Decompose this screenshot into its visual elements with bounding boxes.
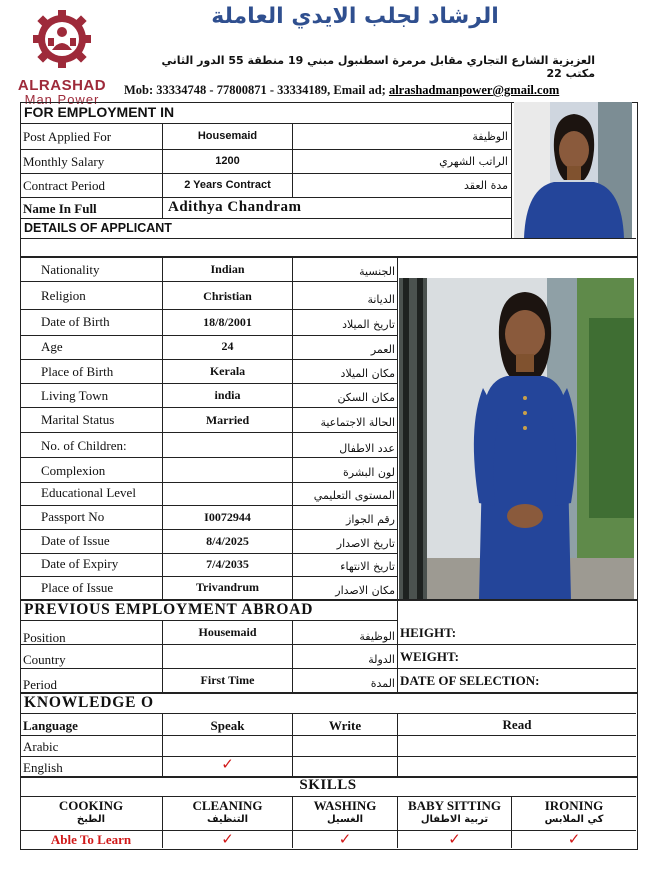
- passport-no-label: Passport No: [41, 509, 105, 524]
- email-label: Email ad;: [333, 83, 386, 97]
- place-of-issue-value: Trivandrum: [195, 580, 260, 594]
- date-of-expiry-label: Date of Expiry: [41, 556, 119, 571]
- employment-section-title: FOR EMPLOYMENT IN: [24, 104, 175, 120]
- monthly-salary-value: 1200: [215, 155, 240, 167]
- applicant-full-photo: [399, 278, 634, 600]
- age-arabic: العمر: [370, 343, 395, 356]
- prev-country-label: Country: [23, 652, 66, 667]
- nationality-label: Nationality: [41, 262, 100, 277]
- skill-washing-check-icon: ✓: [338, 830, 352, 848]
- skill-babysitting-arabic: تربية الاطفال: [420, 814, 489, 825]
- date-of-issue-arabic: تاريخ الاصدار: [336, 537, 395, 550]
- lang-english-label: English: [23, 760, 63, 775]
- passport-no-arabic: رقم الجواز: [346, 513, 395, 526]
- company-address-arabic: العزيزية الشارع التجاري مقابل مرمرة اسطنبول مبني 19 منطقة 55 الدور الثاني مكتب 22: [161, 54, 595, 80]
- post-applied-value: Housemaid: [197, 130, 258, 142]
- nationality-value: Indian: [210, 262, 245, 276]
- date-of-expiry-value: 7/4/2035: [206, 557, 249, 571]
- education-label: Educational Level: [41, 485, 136, 500]
- full-name-value: Adithya Chandram: [168, 199, 302, 215]
- skill-ironing-label: IRONING: [544, 798, 604, 813]
- skills-section-title: SKILLS: [299, 777, 357, 793]
- prev-period-arabic: المدة: [370, 677, 395, 690]
- lang-header-write: Write: [328, 718, 362, 733]
- contract-period-arabic: مدة العقد: [464, 179, 508, 192]
- place-of-birth-value: Kerala: [209, 364, 246, 378]
- skill-cleaning-check-icon: ✓: [221, 830, 234, 848]
- mobile-label: Mob:: [124, 83, 154, 97]
- logo-subtitle: Man Power: [24, 92, 100, 107]
- religion-arabic: الديانة: [367, 293, 395, 306]
- weight-label: WEIGHT:: [400, 649, 459, 664]
- skill-babysitting-check-icon: ✓: [448, 830, 461, 848]
- nationality-arabic: الجنسية: [359, 265, 395, 278]
- height-label: HEIGHT:: [400, 625, 457, 640]
- date-of-selection-label: DATE OF SELECTION:: [400, 673, 540, 688]
- monthly-salary-label: Monthly Salary: [23, 154, 105, 169]
- skill-cooking-label: COOKING: [58, 798, 124, 813]
- contact-line: [124, 83, 654, 98]
- logo-gear-icon: [12, 8, 112, 70]
- applicant-section-title: DETAILS OF APPLICANT: [24, 221, 172, 235]
- applicant-portrait-photo: [514, 102, 632, 238]
- phone-numbers: 33334748 - 77800871 - 33334189,: [156, 83, 331, 97]
- monthly-salary-arabic: الراتب الشهري: [439, 155, 508, 168]
- lang-header-read: Read: [502, 717, 532, 732]
- place-of-issue-label: Place of Issue: [41, 580, 114, 595]
- skill-washing-label: WASHING: [313, 798, 377, 813]
- skill-babysitting-label: BABY SITTING: [407, 798, 502, 813]
- lang-english-speak-check-icon: ✓: [221, 755, 234, 773]
- email-link[interactable]: alrashadmanpower@gmail.com: [388, 83, 560, 97]
- skill-cleaning-label: CLEANING: [192, 798, 263, 813]
- dob-label: Date of Birth: [41, 314, 110, 329]
- knowledge-section-title: KNOWLEDGE O: [24, 694, 154, 711]
- skill-cleaning-arabic: التنظيف: [206, 814, 249, 825]
- post-applied-label: Post Applied For: [23, 129, 112, 144]
- prev-position-value: Housemaid: [198, 625, 257, 639]
- prev-country-arabic: الدولة: [368, 653, 395, 666]
- religion-value: Christian: [203, 289, 252, 303]
- lang-arabic-label: Arabic: [23, 739, 59, 754]
- skill-washing-arabic: الغسيل: [326, 814, 363, 825]
- contract-period-label: Contract Period: [23, 178, 105, 193]
- prev-period-value: First Time: [200, 673, 255, 687]
- education-arabic: المستوى التعليمي: [313, 489, 395, 502]
- place-of-birth-arabic: مكان الميلاد: [340, 367, 395, 380]
- skill-ironing-check-icon: ✓: [567, 830, 581, 848]
- living-town-label: Living Town: [41, 388, 109, 403]
- date-of-issue-value: 8/4/2025: [206, 534, 249, 548]
- complexion-arabic: لون البشرة: [343, 466, 395, 479]
- dob-arabic: تاريخ الميلاد: [342, 318, 395, 331]
- skill-cooking-status: Able To Learn: [50, 832, 132, 847]
- age-value: 24: [221, 339, 234, 353]
- logo-name: ALRASHAD: [17, 77, 107, 94]
- passport-no-value: I0072944: [204, 510, 251, 524]
- marital-status-label: Marital Status: [41, 412, 115, 427]
- children-arabic: عدد الاطفال: [339, 442, 395, 455]
- post-applied-arabic: الوظيفة: [472, 130, 508, 143]
- living-town-value: india: [214, 388, 241, 402]
- complexion-label: Complexion: [41, 463, 106, 478]
- dob-value: 18/8/2001: [203, 315, 252, 329]
- lang-header-speak: Speak: [210, 718, 245, 733]
- date-of-expiry-arabic: تاريخ الانتهاء: [340, 560, 395, 573]
- company-title-arabic: الرشاد لجلب الايدي العاملة: [211, 4, 499, 29]
- contract-period-value: 2 Years Contract: [184, 179, 271, 191]
- full-name-label: Name In Full: [23, 201, 97, 216]
- company-logo: [12, 8, 112, 107]
- lang-header-language: Language: [23, 718, 78, 733]
- previous-section-title: PREVIOUS EMPLOYMENT ABROAD: [24, 601, 314, 618]
- marital-status-value: Married: [205, 413, 250, 427]
- place-of-issue-arabic: مكان الاصدار: [335, 584, 395, 597]
- prev-position-label: Position: [23, 630, 66, 645]
- marital-status-arabic: الحالة الاجتماعية: [320, 416, 395, 429]
- children-label: No. of Children:: [41, 438, 127, 453]
- religion-label: Religion: [41, 288, 86, 303]
- place-of-birth-label: Place of Birth: [41, 364, 114, 379]
- prev-period-label: Period: [23, 677, 57, 692]
- age-label: Age: [41, 339, 63, 354]
- date-of-issue-label: Date of Issue: [41, 533, 110, 548]
- prev-position-arabic: الوظيفة: [359, 630, 395, 643]
- skill-cooking-arabic: الطبخ: [76, 814, 106, 825]
- living-town-arabic: مكان السكن: [337, 391, 395, 404]
- skill-ironing-arabic: كي الملابس: [544, 814, 604, 825]
